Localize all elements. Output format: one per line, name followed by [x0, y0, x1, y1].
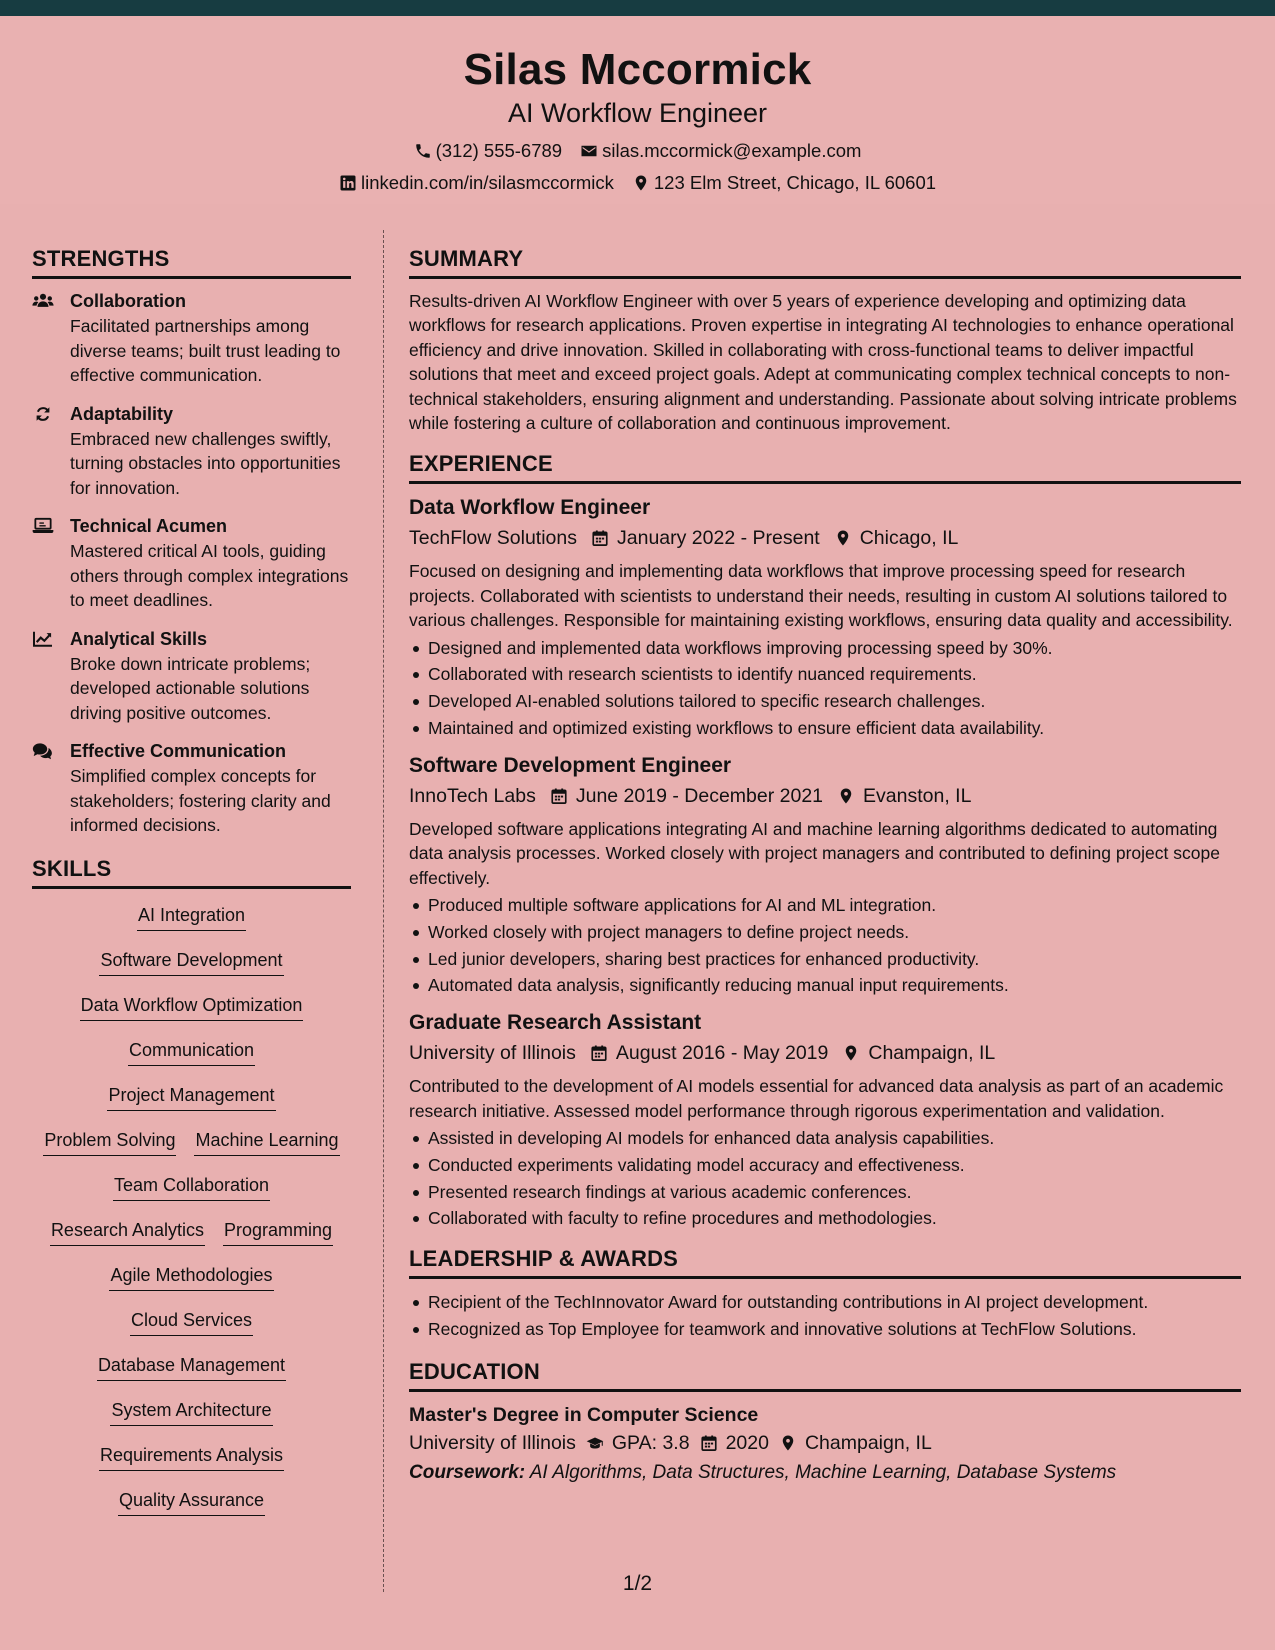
awards-heading: LEADERSHIP & AWARDS [409, 1244, 1241, 1279]
skills-list [32, 903, 351, 1533]
job-dates [590, 1038, 828, 1068]
laptop-icon [32, 514, 70, 613]
school-name: University of Illinois [409, 1431, 576, 1454]
job-meta [409, 523, 1241, 553]
job-bullets [409, 1125, 1241, 1232]
skill-tag: Software Development [99, 948, 283, 976]
location-text: Champaign, IL [804, 1431, 932, 1454]
job-entry [409, 752, 1241, 999]
job-dates [550, 781, 823, 811]
skill-tag: Team Collaboration [113, 1173, 270, 1201]
map-marker-icon [834, 529, 852, 547]
job-meta [409, 1038, 1241, 1068]
skill-row [32, 1173, 351, 1218]
skills-section [32, 854, 351, 1533]
awards-section [409, 1244, 1241, 1343]
calendar-icon [591, 529, 609, 547]
linkedin-text: linkedin.com/in/silasmccormick [360, 172, 614, 193]
address-text: 123 Elm Street, Chicago, IL 60601 [653, 172, 937, 193]
job-bullet: Conducted experiments validating model accuracy and effectiveness. [409, 1152, 1241, 1179]
job-location [842, 1038, 995, 1068]
job-location [834, 523, 959, 553]
strength-desc: Mastered critical AI tools, guiding others through complex integrations to meet deadlines. [70, 541, 349, 610]
job-bullet: Produced multiple software applications for AI and ML integration. [409, 892, 1241, 919]
sync-icon [32, 402, 70, 501]
job-bullet: Collaborated with research scientists to identify nuanced requirements. [409, 661, 1241, 688]
skill-tag: System Architecture [110, 1398, 272, 1426]
skill-tag: Machine Learning [194, 1128, 339, 1156]
calendar-icon [700, 1434, 718, 1452]
awards-list [409, 1289, 1241, 1343]
map-marker-icon [779, 1434, 797, 1452]
education-meta [409, 1428, 1241, 1458]
job-description: Developed software applications integrating AI and machine learning algorithms dedicated to automating data analysis processes. Worked closely with project managers and contributed to defining project scope effectively. [409, 818, 1220, 888]
job-bullet: Developed AI-enabled solutions tailored to specific research challenges. [409, 688, 1241, 715]
strengths-heading: STRENGTHS [32, 244, 351, 279]
map-marker-icon [837, 787, 855, 805]
education-section [409, 1357, 1241, 1488]
skill-tag: Data Workflow Optimization [80, 993, 304, 1021]
strength-title: Analytical Skills [70, 628, 208, 649]
job-entry [409, 494, 1241, 741]
phone-text: (312) 555-6789 [435, 140, 563, 161]
degree-title: Master's Degree in Computer Science [409, 1403, 759, 1426]
graduation-cap-icon [586, 1434, 604, 1452]
skill-tag: Cloud Services [130, 1308, 253, 1336]
summary-heading: SUMMARY [409, 244, 1241, 279]
left-column [32, 244, 351, 1533]
chart-line-icon [32, 627, 70, 726]
job-bullet: Designed and implemented data workflows improving processing speed by 30%. [409, 635, 1241, 662]
map-marker-icon [632, 174, 650, 192]
award-item: Recognized as Top Employee for teamwork and innovative solutions at TechFlow Solutions. [409, 1316, 1241, 1343]
top-accent-bar [0, 0, 1275, 16]
strength-item [32, 514, 351, 613]
skill-tag: Quality Assurance [118, 1488, 265, 1516]
location-text: Champaign, IL [868, 1042, 996, 1065]
candidate-name: Silas Mccormick [463, 45, 812, 94]
job-entry [409, 1009, 1241, 1232]
strength-title: Adaptability [70, 403, 174, 424]
skill-row [32, 1443, 351, 1488]
skill-tag: Communication [128, 1038, 255, 1066]
envelope-icon [580, 142, 598, 160]
company-name: University of Illinois [409, 1042, 576, 1065]
comments-icon [32, 739, 70, 838]
contact-row-2 [0, 172, 1275, 194]
address-contact [632, 172, 936, 194]
contact-row-1 [0, 140, 1275, 162]
linkedin-icon [339, 174, 357, 192]
candidate-title: AI Workflow Engineer [507, 98, 768, 128]
job-bullets [409, 892, 1241, 999]
skill-tag: Problem Solving [43, 1128, 176, 1156]
job-title: Data Workflow Engineer [409, 496, 651, 520]
skill-row [32, 948, 351, 993]
strength-title: Technical Acumen [70, 516, 228, 536]
skill-row [32, 1308, 351, 1353]
job-bullet: Collaborated with faculty to refine procedures and methodologies. [409, 1205, 1241, 1232]
resume-header [0, 16, 1275, 204]
job-bullet: Led junior developers, sharing best practices for enhanced productivity. [409, 946, 1241, 973]
skill-tag: Project Management [107, 1083, 275, 1111]
linkedin-contact[interactable] [339, 172, 614, 194]
calendar-icon [550, 787, 568, 805]
strength-title: Collaboration [70, 291, 186, 311]
coursework-label: Coursework: [409, 1461, 526, 1483]
job-title: Software Development Engineer [409, 753, 732, 777]
gpa-item [586, 1428, 690, 1458]
education-year [700, 1428, 769, 1458]
job-bullets [409, 635, 1241, 742]
job-bullet: Worked closely with project managers to define project needs. [409, 919, 1241, 946]
column-divider [383, 230, 384, 1592]
education-heading: EDUCATION [409, 1357, 1241, 1392]
strength-desc: Embraced new challenges swiftly, turning obstacles into opportunities for innovation. [70, 428, 341, 498]
job-bullet: Automated data analysis, significantly reducing manual input requirements. [409, 972, 1241, 999]
location-text: Chicago, IL [859, 527, 959, 550]
coursework-text: AI Algorithms, Data Structures, Machine Learning, Database Systems [529, 1461, 1117, 1483]
job-title: Graduate Research Assistant [409, 1011, 702, 1035]
right-column [409, 244, 1241, 1488]
award-item: Recipient of the TechInnovator Award for outstanding contributions in AI project development. [409, 1289, 1241, 1316]
skill-row [32, 903, 351, 948]
skill-tag: Database Management [97, 1353, 286, 1381]
calendar-icon [590, 1044, 608, 1062]
skill-row [32, 1488, 351, 1533]
skill-row [32, 1398, 351, 1443]
experience-heading: EXPERIENCE [409, 449, 1241, 484]
strength-title: Effective Communication [70, 741, 287, 761]
dates-text: January 2022 - Present [617, 527, 820, 550]
company-name: TechFlow Solutions [409, 527, 577, 550]
location-text: Evanston, IL [863, 784, 972, 807]
strength-item [32, 739, 351, 838]
strength-desc: Facilitated partnerships among diverse teams; built trust leading to effective communication. [70, 316, 341, 385]
map-marker-icon [842, 1044, 860, 1062]
skill-tag: Programming [223, 1218, 333, 1246]
job-location [837, 781, 971, 811]
skill-row [32, 1218, 351, 1263]
skill-tag: AI Integration [137, 903, 246, 931]
phone-icon [414, 142, 432, 160]
job-meta [409, 781, 1241, 811]
strength-desc: Broke down intricate problems; developed actionable solutions driving positive outcomes. [70, 653, 311, 723]
job-description: Contributed to the development of AI models essential for advanced data analysis as part of an academic research initiative. Assessed model performance through rigorous experimentation and validation. [409, 1076, 1224, 1121]
company-name: InnoTech Labs [409, 784, 536, 807]
strength-desc: Simplified complex concepts for stakeholders; fostering clarity and informed decisions. [70, 766, 331, 835]
users-icon [32, 289, 70, 388]
page-number: 1/2 [622, 1572, 653, 1595]
skill-row [32, 1083, 351, 1128]
skill-tag: Requirements Analysis [99, 1443, 284, 1471]
job-bullet: Maintained and optimized existing workflows to ensure efficient data availability. [409, 715, 1241, 742]
skill-tag: Research Analytics [50, 1218, 205, 1246]
summary-text: Results-driven AI Workflow Engineer with over 5 years of experience developing and optimizing data workflows for research applications. Proven expertise in integrating AI technologies to enhance operational efficiency and drive innovation. Skilled in collaborating with cross-functional teams to deliver impactful solutions that meet and exceed project goals. Adept at communicating complex technical concepts to non-technical stakeholders, ensuring alignment and understanding. Passionate about solving intricate problems while fostering a culture of collaboration and continuous improvement. [409, 291, 1237, 434]
job-bullet: Assisted in developing AI models for enhanced data analysis capabilities. [409, 1125, 1241, 1152]
skill-row [32, 993, 351, 1038]
job-description: Focused on designing and implementing data workflows that improve processing speed for research projects. Collaborated with scientists to understand their needs, resulting in custom AI solutions tailored to various challenges. Responsible for maintaining existing workflows, ensuring data quality and accessibility. [409, 561, 1233, 631]
education-location [779, 1428, 932, 1458]
gpa-text: GPA: 3.8 [611, 1431, 690, 1454]
skill-row [32, 1263, 351, 1308]
email-contact[interactable] [580, 140, 861, 162]
year-text: 2020 [725, 1431, 769, 1454]
coursework [409, 1458, 1241, 1488]
skill-row [32, 1353, 351, 1398]
skills-heading: SKILLS [32, 854, 351, 889]
job-dates [591, 523, 820, 553]
skill-tag: Agile Methodologies [109, 1263, 273, 1291]
strength-item [32, 289, 351, 388]
phone-contact[interactable] [414, 140, 563, 162]
skill-row [32, 1038, 351, 1083]
strength-item [32, 402, 351, 501]
skill-row [32, 1128, 351, 1173]
job-bullet: Presented research findings at various academic conferences. [409, 1179, 1241, 1206]
strength-item [32, 627, 351, 726]
dates-text: August 2016 - May 2019 [615, 1042, 829, 1065]
dates-text: June 2019 - December 2021 [575, 784, 824, 807]
email-text: silas.mccormick@example.com [602, 140, 862, 161]
